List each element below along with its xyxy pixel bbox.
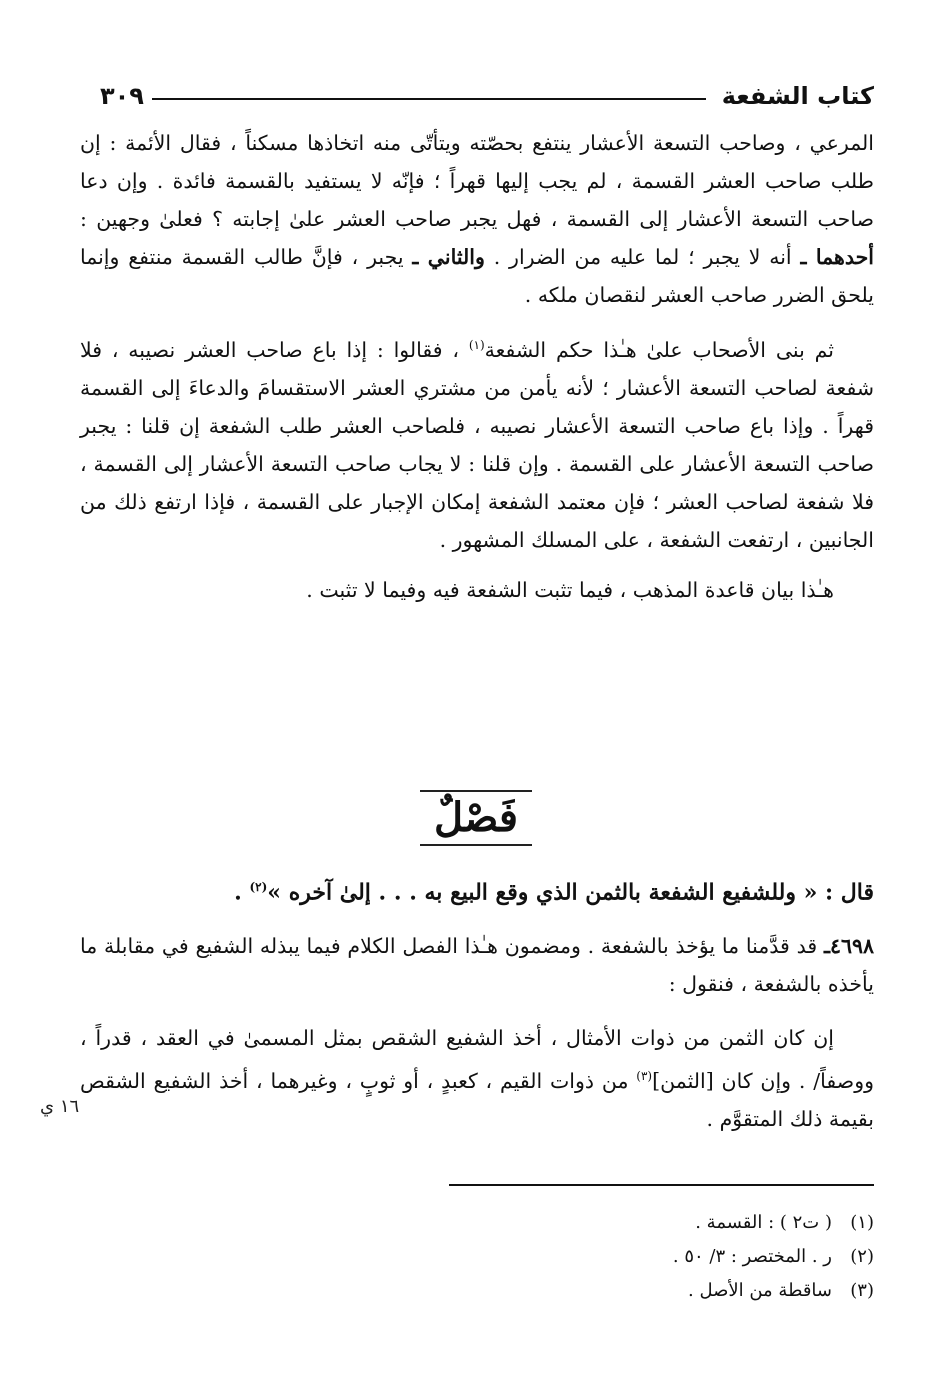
section-heading: فَصْلٌ (420, 790, 532, 846)
paragraph-3: هـٰذا بيان قاعدة المذهب ، فيما تثبت الشفعة فيه وفيما لا تثبت . (306, 577, 834, 602)
quoted-text: قال : « وللشفيع الشفعة بالثمن الذي وقع البيع به . . . إلىٰ آخره »$^{(٢)}$ . (234, 879, 874, 906)
paragraph-1: المرعي ، وصاحب التسعة الأعشار ينتفع بحصّته ويتأتّى منه اتخاذها مسكناً ، فقال الأئمة : إن طلب صاحب العشر القسمة ، لم يجب إليها قهراً ؛ فإنّه لا يستفيد بالقسمة فائدة . وإن دعا صاحب التسعة الأعشار إلى القسمة ، فهل يجبر صاحب العشر علىٰ إجابته ؟ فعلىٰ وجهين : أحدهما ـ أنه لا يجبر ؛ لما عليه من الضرار . والثاني ـ يجبر ، فإنَّ طالب القسمة منتفع وإنما يلحق الضرر صاحب العشر لنقصان ملكه . (80, 131, 874, 307)
paragraph-5: إن كان الثمن من ذوات الأمثال ، أخذ الشفيع الشقص بمثل المسمىٰ في العقد ، قدراً ، ووصفاً/ . وإن كان [الثمن]$^{(٣)}$ من ذوات القيم ، كعبدٍ ، أو ثوبٍ ، وغيرهما ، أخذ الشفيع الشقص بقيمة ذلك المتقوَّم . (80, 1026, 874, 1132)
footnote-ref-1: (١) (468, 338, 485, 352)
footnote-item (374, 1206, 874, 1240)
header-rule (152, 98, 706, 100)
footnote-rule (449, 1184, 874, 1186)
footnote-text: ر . المختصر : ٣/ ٥٠ . (672, 1246, 832, 1267)
section-heading-ornament (0, 790, 952, 846)
footnote-item (374, 1240, 874, 1274)
margin-folio-note: ١٦ ي (40, 1096, 80, 1117)
page-number: ٣٠٩ (100, 82, 144, 110)
footnote-number: (٣) (850, 1280, 874, 1301)
paragraph-number: ٤٦٩٨ـ (823, 934, 874, 959)
footnotes (374, 1206, 874, 1308)
footnote-number: (١) (850, 1212, 874, 1233)
footnote-number: (٢) (850, 1246, 874, 1267)
bold-term-first: أحدهما ـ (800, 245, 874, 269)
section-text (80, 868, 874, 1138)
footnote-text: ساقطة من الأصل . (688, 1280, 832, 1301)
chapter-title: كتاب الشفعة (721, 82, 874, 110)
footnote-ref-3: (٣) (636, 1069, 653, 1084)
footnote-text: ( ت٢ ) : القسمة . (695, 1212, 832, 1233)
main-text (80, 124, 874, 609)
running-header (100, 78, 874, 114)
bold-term-second: والثاني ـ (412, 245, 485, 269)
paragraph-4698: ٤٦٩٨ـ قد قدَّمنا ما يؤخذ بالشفعة . ومضمون هـٰذا الفصل الكلام فيما يبذله الشفيع في مقابلة ما يأخذه بالشفعة ، فنقول : (80, 934, 874, 997)
footnote-item (374, 1274, 874, 1308)
paragraph-2: ثم بنى الأصحاب علىٰ هـٰذا حكم الشفعة$^{(١)}$ ، فقالوا : إذا باع صاحب العشر نصيبه ، فلا شفعة لصاحب التسعة الأعشار ؛ لأنه يأمن من مشتري العشر الاستقسامَ والدعاءَ إلى القسمة قهراً . وإذا باع صاحب التسعة الأعشار نصيبه ، فلصاحب العشر طلب الشفعة إن قلنا : يجبر صاحب التسعة الأعشار على القسمة . وإن قلنا : لا يجاب صاحب التسعة الأعشار إلى القسمة ، فلا شفعة لصاحب العشر ؛ فإن معتمد الشفعة إمكان الإجبار على القسمة ، فإذا ارتفع ذلك من الجانبين ، ارتفعت الشفعة ، على المسلك المشهور . (80, 337, 874, 552)
footnote-ref-2: (٢) (249, 880, 268, 894)
